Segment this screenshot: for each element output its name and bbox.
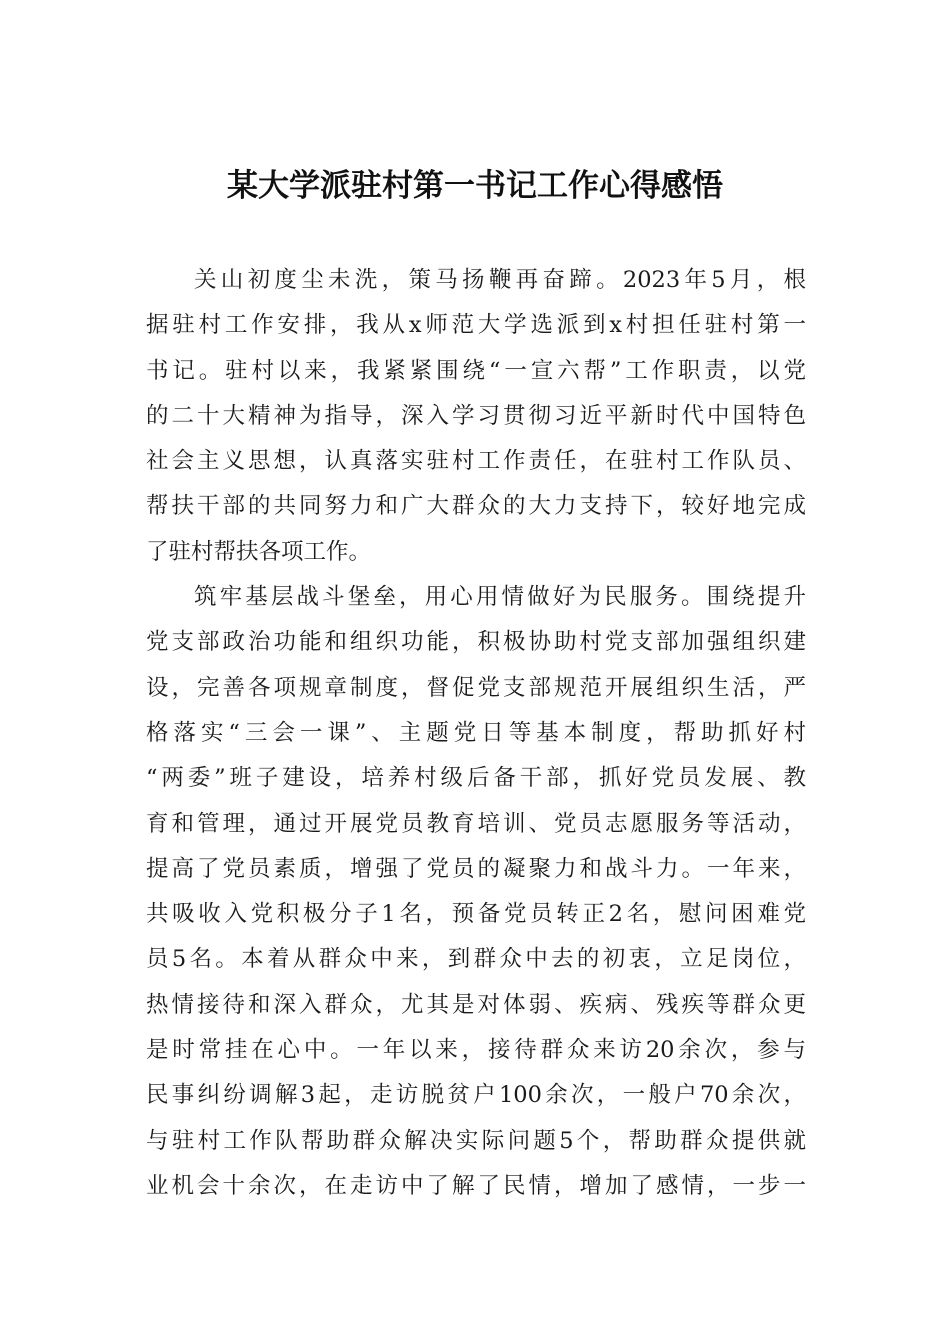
paragraph-line: 帮扶干部的共同努力和广大群众的大力支持下，较好地完成: [146, 493, 806, 520]
paragraph-line: 了驻村帮扶各项工作。: [146, 538, 372, 565]
document-body: [146, 258, 806, 1209]
paragraph-line: 育和管理，通过开展党员教育培训、党员志愿服务等活动，: [146, 810, 806, 837]
paragraph-line: 党支部政治功能和组织功能，积极协助村党支部加强组织建: [146, 629, 806, 656]
paragraph-line: 员5名。本着从群众中来，到群众中去的初衷，立足岗位，: [146, 946, 806, 973]
paragraph-line: 是时常挂在心中。一年以来，接待群众来访20余次，参与: [146, 1037, 806, 1064]
paragraph-1: [146, 258, 806, 575]
paragraph-line: 民事纠纷调解3起，走访脱贫户100余次，一般户70余次，: [146, 1082, 806, 1109]
paragraph-2: [146, 575, 806, 1209]
paragraph-line: 社会主义思想，认真落实驻村工作责任，在驻村工作队员、: [146, 448, 806, 475]
paragraph-line: 关山初度尘未洗，策马扬鞭再奋蹄。2023年5月，根: [194, 267, 806, 293]
paragraph-line: 业机会十余次，在走访中了解了民情，增加了感情，一步一: [146, 1172, 806, 1199]
paragraph-line: 热情接待和深入群众，尤其是对体弱、疾病、残疾等群众更: [146, 991, 806, 1018]
paragraph-line: 共吸收入党积极分子1名，预备党员转正2名，慰问困难党: [146, 901, 806, 928]
paragraph-line: 提高了党员素质，增强了党员的凝聚力和战斗力。一年来，: [146, 855, 806, 882]
paragraph-line: 格落实“三会一课”、主题党日等基本制度，帮助抓好村: [146, 719, 806, 746]
paragraph-line: 书记。驻村以来，我紧紧围绕“一宣六帮”工作职责，以党: [146, 357, 806, 384]
paragraph-line: “两委”班子建设，培养村级后备干部，抓好党员发展、教: [146, 765, 806, 792]
paragraph-line: 筑牢基层战斗堡垒，用心用情做好为民服务。围绕提升: [194, 584, 806, 611]
paragraph-line: 的二十大精神为指导，深入学习贯彻习近平新时代中国特色: [146, 402, 806, 429]
paragraph-line: 设，完善各项规章制度，督促党支部规范开展组织生活，严: [146, 674, 806, 701]
document-title: 某大学派驻村第一书记工作心得感悟: [227, 168, 723, 204]
paragraph-line: 与驻村工作队帮助群众解决实际问题5个，帮助群众提供就: [146, 1127, 806, 1154]
paragraph-line: 据驻村工作安排，我从x师范大学选派到x村担任驻村第一: [146, 312, 806, 339]
